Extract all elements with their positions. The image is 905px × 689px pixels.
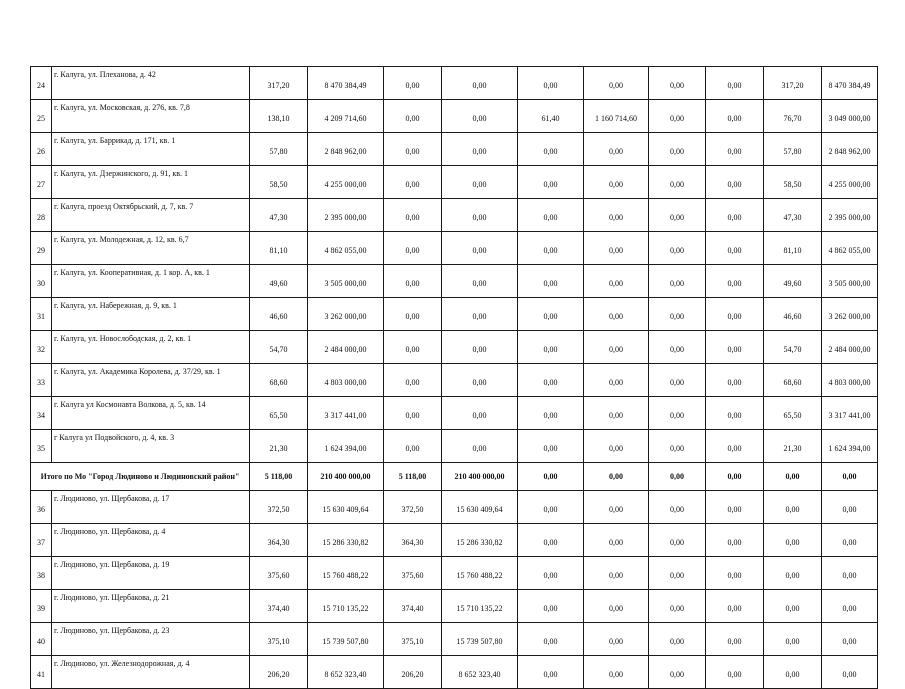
value-cell-c6: 0,00: [584, 590, 649, 623]
value-cell-c10: 8 470 384,49: [822, 67, 878, 100]
value-cell-c4: 0,00: [442, 331, 518, 364]
value-cell-c9: 81,10: [764, 232, 822, 265]
address-cell: г. Калуга, ул. Плеханова, д. 42: [52, 67, 250, 100]
total-label: Итого по Мо "Город Людиново и Людиновский район": [31, 463, 250, 491]
value-cell-c6: 0,00: [584, 265, 649, 298]
value-cell-c7: 0,00: [649, 656, 706, 689]
value-cell-c1: 47,30: [250, 199, 308, 232]
value-cell-c6: 0,00: [584, 623, 649, 656]
value-cell-c2: 3 262 000,00: [308, 298, 384, 331]
value-cell-c2: 2 484 000,00: [308, 331, 384, 364]
value-cell-c1: 68,60: [250, 364, 308, 397]
value-cell-c1: 57,80: [250, 133, 308, 166]
table-row: [31, 430, 878, 463]
value-cell-c4: 0,00: [442, 430, 518, 463]
table-row: [31, 232, 878, 265]
value-cell-c5: 0,00: [518, 166, 584, 199]
value-cell-c10: 0,00: [822, 524, 878, 557]
total-cell-c10: 0,00: [822, 463, 878, 491]
value-cell-c7: 0,00: [649, 100, 706, 133]
value-cell-c2: 4 255 000,00: [308, 166, 384, 199]
address-cell: г. Калуга, ул. Дзержинского, д. 91, кв. 1: [52, 166, 250, 199]
value-cell-c10: 2 484 000,00: [822, 331, 878, 364]
value-cell-c4: 0,00: [442, 199, 518, 232]
address-cell: г. Калуга, ул. Новослободская, д. 2, кв. 1: [52, 331, 250, 364]
total-cell-c1: 5 118,00: [250, 463, 308, 491]
value-cell-c1: 58,50: [250, 166, 308, 199]
value-cell-c3: 0,00: [384, 331, 442, 364]
value-cell-c1: 81,10: [250, 232, 308, 265]
value-cell-c5: 0,00: [518, 232, 584, 265]
row-number: 39: [31, 590, 52, 623]
value-cell-c4: 15 286 330,82: [442, 524, 518, 557]
table-row: [31, 524, 878, 557]
address-cell: г. Калуга, ул. Набережная, д. 9, кв. 1: [52, 298, 250, 331]
value-cell-c1: 375,10: [250, 623, 308, 656]
total-cell-c9: 0,00: [764, 463, 822, 491]
address-cell: г. Людиново, ул. Железнодорожная, д. 4: [52, 656, 250, 689]
value-cell-c3: 0,00: [384, 199, 442, 232]
value-cell-c10: 3 505 000,00: [822, 265, 878, 298]
value-cell-c10: 2 848 962,00: [822, 133, 878, 166]
value-cell-c6: 0,00: [584, 557, 649, 590]
value-cell-c1: 372,50: [250, 491, 308, 524]
row-number: 38: [31, 557, 52, 590]
value-cell-c8: 0,00: [706, 623, 764, 656]
value-cell-c6: 0,00: [584, 331, 649, 364]
address-cell: г. Людиново, ул. Щербакова, д. 21: [52, 590, 250, 623]
value-cell-c2: 4 803 000,00: [308, 364, 384, 397]
value-cell-c8: 0,00: [706, 265, 764, 298]
value-cell-c8: 0,00: [706, 199, 764, 232]
value-cell-c4: 0,00: [442, 364, 518, 397]
value-cell-c3: 375,10: [384, 623, 442, 656]
value-cell-c3: 372,50: [384, 491, 442, 524]
value-cell-c5: 0,00: [518, 364, 584, 397]
value-cell-c5: 0,00: [518, 397, 584, 430]
value-cell-c1: 54,70: [250, 331, 308, 364]
value-cell-c9: 58,50: [764, 166, 822, 199]
value-cell-c6: 0,00: [584, 524, 649, 557]
value-cell-c8: 0,00: [706, 430, 764, 463]
value-cell-c8: 0,00: [706, 590, 764, 623]
value-cell-c3: 0,00: [384, 166, 442, 199]
table-row: [31, 491, 878, 524]
value-cell-c1: 21,30: [250, 430, 308, 463]
value-cell-c9: 0,00: [764, 623, 822, 656]
table-row: [31, 298, 878, 331]
value-cell-c6: 1 160 714,60: [584, 100, 649, 133]
value-cell-c4: 15 630 409,64: [442, 491, 518, 524]
value-cell-c2: 1 624 394,00: [308, 430, 384, 463]
value-cell-c5: 0,00: [518, 590, 584, 623]
value-cell-c1: 46,60: [250, 298, 308, 331]
value-cell-c2: 15 739 507,80: [308, 623, 384, 656]
value-cell-c7: 0,00: [649, 491, 706, 524]
value-cell-c6: 0,00: [584, 67, 649, 100]
total-cell-c3: 5 118,00: [384, 463, 442, 491]
value-cell-c7: 0,00: [649, 524, 706, 557]
value-cell-c3: 0,00: [384, 232, 442, 265]
value-cell-c4: 8 652 323,40: [442, 656, 518, 689]
value-cell-c10: 4 803 000,00: [822, 364, 878, 397]
value-cell-c10: 3 049 000,00: [822, 100, 878, 133]
value-cell-c5: 0,00: [518, 524, 584, 557]
total-cell-c4: 210 400 000,00: [442, 463, 518, 491]
value-cell-c2: 2 395 000,00: [308, 199, 384, 232]
value-cell-c8: 0,00: [706, 298, 764, 331]
row-number: 32: [31, 331, 52, 364]
value-cell-c3: 374,40: [384, 590, 442, 623]
value-cell-c10: 3 317 441,00: [822, 397, 878, 430]
total-cell-c2: 210 400 000,00: [308, 463, 384, 491]
value-cell-c7: 0,00: [649, 265, 706, 298]
address-cell: г Калуга ул Подвойского, д. 4, кв. 3: [52, 430, 250, 463]
value-cell-c2: 4 209 714,60: [308, 100, 384, 133]
address-cell: г. Людиново, ул. Щербакова, д. 4: [52, 524, 250, 557]
address-cell: г. Калуга, ул. Молодежная, д. 12, кв. 6,7: [52, 232, 250, 265]
value-cell-c7: 0,00: [649, 298, 706, 331]
address-cell: г. Людиново, ул. Щербакова, д. 23: [52, 623, 250, 656]
value-cell-c5: 0,00: [518, 67, 584, 100]
value-cell-c2: 15 760 488,22: [308, 557, 384, 590]
value-cell-c5: 0,00: [518, 133, 584, 166]
value-cell-c9: 0,00: [764, 491, 822, 524]
value-cell-c3: 0,00: [384, 67, 442, 100]
value-cell-c3: 0,00: [384, 133, 442, 166]
table-row: [31, 133, 878, 166]
total-cell-c5: 0,00: [518, 463, 584, 491]
value-cell-c9: 54,70: [764, 331, 822, 364]
value-cell-c6: 0,00: [584, 199, 649, 232]
row-number: 30: [31, 265, 52, 298]
value-cell-c4: 0,00: [442, 133, 518, 166]
address-cell: г. Калуга ул Космонавта Волкова, д. 5, кв. 14: [52, 397, 250, 430]
table-row: [31, 100, 878, 133]
table-row: [31, 656, 878, 689]
address-cell: г. Людиново, ул. Щербакова, д. 19: [52, 557, 250, 590]
value-cell-c7: 0,00: [649, 199, 706, 232]
row-number: 40: [31, 623, 52, 656]
value-cell-c8: 0,00: [706, 656, 764, 689]
value-cell-c6: 0,00: [584, 232, 649, 265]
row-number: 26: [31, 133, 52, 166]
value-cell-c9: 65,50: [764, 397, 822, 430]
value-cell-c2: 8 652 323,40: [308, 656, 384, 689]
value-cell-c1: 206,20: [250, 656, 308, 689]
value-cell-c8: 0,00: [706, 166, 764, 199]
table-row: [31, 557, 878, 590]
value-cell-c8: 0,00: [706, 491, 764, 524]
value-cell-c8: 0,00: [706, 232, 764, 265]
value-cell-c1: 374,40: [250, 590, 308, 623]
row-number: 27: [31, 166, 52, 199]
value-cell-c10: 0,00: [822, 623, 878, 656]
table-row: [31, 166, 878, 199]
address-cell: г. Калуга, ул. Кооперативная, д. 1 кор. А, кв. 1: [52, 265, 250, 298]
value-cell-c3: 364,30: [384, 524, 442, 557]
value-cell-c1: 364,30: [250, 524, 308, 557]
address-cell: г. Калуга, ул. Московская, д. 276, кв. 7,8: [52, 100, 250, 133]
value-cell-c6: 0,00: [584, 364, 649, 397]
value-cell-c1: 65,50: [250, 397, 308, 430]
value-cell-c7: 0,00: [649, 590, 706, 623]
value-cell-c6: 0,00: [584, 133, 649, 166]
table-row: [31, 623, 878, 656]
table-row: [31, 364, 878, 397]
value-cell-c7: 0,00: [649, 397, 706, 430]
value-cell-c3: 375,60: [384, 557, 442, 590]
value-cell-c5: 61,40: [518, 100, 584, 133]
housing-table: [30, 66, 878, 689]
value-cell-c5: 0,00: [518, 491, 584, 524]
address-cell: г. Людиново, ул. Щербакова, д. 17: [52, 491, 250, 524]
total-row: [31, 463, 878, 491]
value-cell-c7: 0,00: [649, 331, 706, 364]
row-number: 31: [31, 298, 52, 331]
value-cell-c10: 3 262 000,00: [822, 298, 878, 331]
table-row: [31, 67, 878, 100]
value-cell-c8: 0,00: [706, 100, 764, 133]
row-number: 33: [31, 364, 52, 397]
value-cell-c8: 0,00: [706, 397, 764, 430]
value-cell-c10: 0,00: [822, 590, 878, 623]
value-cell-c2: 8 470 384,49: [308, 67, 384, 100]
row-number: 34: [31, 397, 52, 430]
value-cell-c9: 0,00: [764, 656, 822, 689]
value-cell-c10: 4 255 000,00: [822, 166, 878, 199]
value-cell-c4: 0,00: [442, 298, 518, 331]
value-cell-c1: 375,60: [250, 557, 308, 590]
table-row: [31, 397, 878, 430]
value-cell-c5: 0,00: [518, 199, 584, 232]
value-cell-c2: 15 710 135,22: [308, 590, 384, 623]
value-cell-c5: 0,00: [518, 331, 584, 364]
value-cell-c4: 0,00: [442, 397, 518, 430]
value-cell-c2: 4 862 055,00: [308, 232, 384, 265]
value-cell-c6: 0,00: [584, 166, 649, 199]
value-cell-c9: 317,20: [764, 67, 822, 100]
row-number: 37: [31, 524, 52, 557]
value-cell-c5: 0,00: [518, 656, 584, 689]
value-cell-c6: 0,00: [584, 298, 649, 331]
value-cell-c4: 15 710 135,22: [442, 590, 518, 623]
value-cell-c7: 0,00: [649, 133, 706, 166]
value-cell-c5: 0,00: [518, 557, 584, 590]
value-cell-c6: 0,00: [584, 656, 649, 689]
value-cell-c1: 49,60: [250, 265, 308, 298]
value-cell-c9: 0,00: [764, 590, 822, 623]
value-cell-c6: 0,00: [584, 397, 649, 430]
value-cell-c6: 0,00: [584, 430, 649, 463]
value-cell-c9: 0,00: [764, 557, 822, 590]
value-cell-c2: 2 848 962,00: [308, 133, 384, 166]
value-cell-c2: 15 630 409,64: [308, 491, 384, 524]
row-number: 41: [31, 656, 52, 689]
total-cell-c7: 0,00: [649, 463, 706, 491]
value-cell-c4: 0,00: [442, 166, 518, 199]
value-cell-c8: 0,00: [706, 557, 764, 590]
value-cell-c2: 15 286 330,82: [308, 524, 384, 557]
value-cell-c7: 0,00: [649, 232, 706, 265]
value-cell-c4: 0,00: [442, 67, 518, 100]
value-cell-c7: 0,00: [649, 67, 706, 100]
value-cell-c10: 4 862 055,00: [822, 232, 878, 265]
total-cell-c8: 0,00: [706, 463, 764, 491]
row-number: 36: [31, 491, 52, 524]
value-cell-c8: 0,00: [706, 364, 764, 397]
value-cell-c3: 0,00: [384, 430, 442, 463]
value-cell-c4: 0,00: [442, 100, 518, 133]
value-cell-c9: 49,60: [764, 265, 822, 298]
value-cell-c7: 0,00: [649, 430, 706, 463]
row-number: 29: [31, 232, 52, 265]
value-cell-c7: 0,00: [649, 364, 706, 397]
value-cell-c5: 0,00: [518, 430, 584, 463]
row-number: 35: [31, 430, 52, 463]
value-cell-c4: 0,00: [442, 232, 518, 265]
value-cell-c3: 0,00: [384, 100, 442, 133]
value-cell-c9: 47,30: [764, 199, 822, 232]
value-cell-c9: 57,80: [764, 133, 822, 166]
value-cell-c8: 0,00: [706, 331, 764, 364]
address-cell: г. Калуга, проезд Октябрьский, д. 7, кв. 7: [52, 199, 250, 232]
value-cell-c9: 46,60: [764, 298, 822, 331]
value-cell-c9: 21,30: [764, 430, 822, 463]
value-cell-c3: 0,00: [384, 265, 442, 298]
value-cell-c8: 0,00: [706, 524, 764, 557]
row-number: 24: [31, 67, 52, 100]
value-cell-c10: 1 624 394,00: [822, 430, 878, 463]
value-cell-c10: 0,00: [822, 656, 878, 689]
table-row: [31, 590, 878, 623]
address-cell: г. Калуга, ул. Академика Королева, д. 37/29, кв. 1: [52, 364, 250, 397]
value-cell-c5: 0,00: [518, 298, 584, 331]
value-cell-c5: 0,00: [518, 623, 584, 656]
value-cell-c3: 206,20: [384, 656, 442, 689]
value-cell-c1: 317,20: [250, 67, 308, 100]
value-cell-c4: 0,00: [442, 265, 518, 298]
address-cell: г. Калуга, ул. Баррикад, д. 171, кв. 1: [52, 133, 250, 166]
value-cell-c7: 0,00: [649, 557, 706, 590]
value-cell-c2: 3 505 000,00: [308, 265, 384, 298]
table-body: [31, 67, 878, 689]
value-cell-c7: 0,00: [649, 166, 706, 199]
value-cell-c2: 3 317 441,00: [308, 397, 384, 430]
value-cell-c5: 0,00: [518, 265, 584, 298]
value-cell-c6: 0,00: [584, 491, 649, 524]
value-cell-c9: 76,70: [764, 100, 822, 133]
value-cell-c10: 2 395 000,00: [822, 199, 878, 232]
value-cell-c3: 0,00: [384, 298, 442, 331]
value-cell-c7: 0,00: [649, 623, 706, 656]
value-cell-c8: 0,00: [706, 67, 764, 100]
value-cell-c10: 0,00: [822, 557, 878, 590]
row-number: 25: [31, 100, 52, 133]
table-row: [31, 265, 878, 298]
value-cell-c10: 0,00: [822, 491, 878, 524]
value-cell-c3: 0,00: [384, 364, 442, 397]
value-cell-c9: 68,60: [764, 364, 822, 397]
table-row: [31, 331, 878, 364]
value-cell-c9: 0,00: [764, 524, 822, 557]
value-cell-c4: 15 760 488,22: [442, 557, 518, 590]
value-cell-c4: 15 739 507,80: [442, 623, 518, 656]
value-cell-c3: 0,00: [384, 397, 442, 430]
row-number: 28: [31, 199, 52, 232]
value-cell-c1: 138,10: [250, 100, 308, 133]
value-cell-c8: 0,00: [706, 133, 764, 166]
total-cell-c6: 0,00: [584, 463, 649, 491]
table-row: [31, 199, 878, 232]
